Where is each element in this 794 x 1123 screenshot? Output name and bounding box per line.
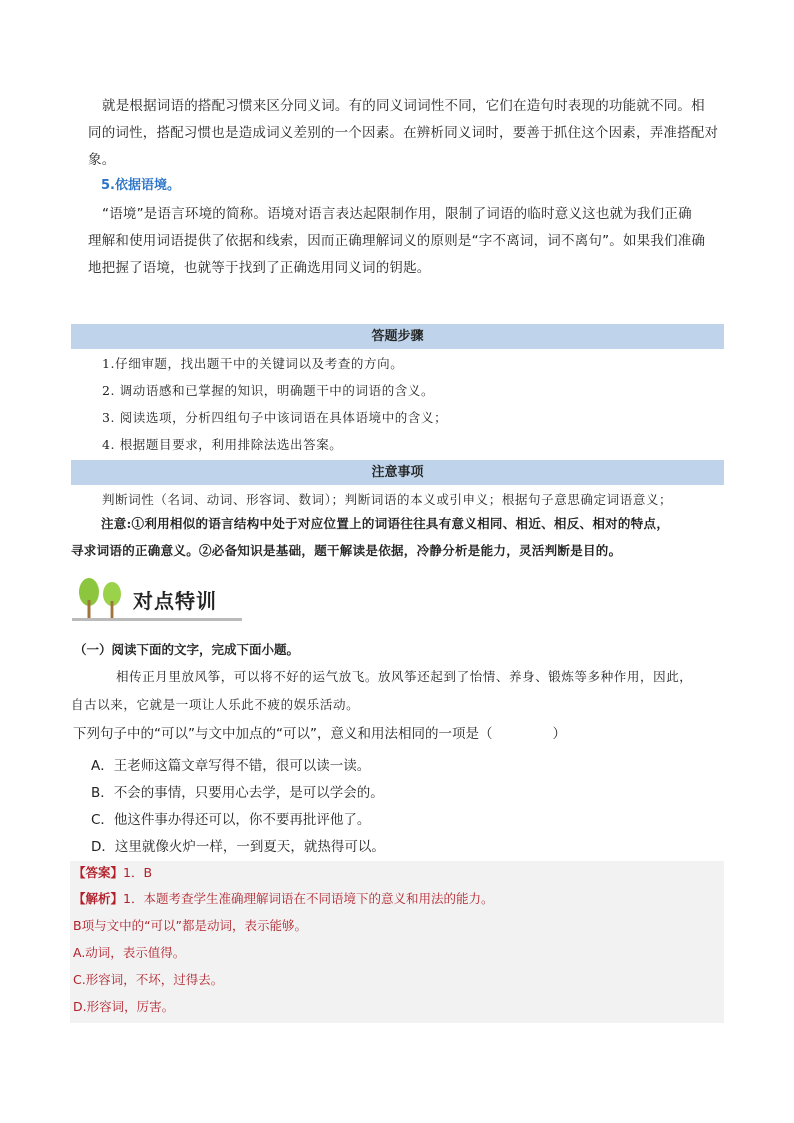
intro-line-1: 就是根据词语的搭配习惯来区分同义词。有的同义词词性不同，它们在造句时表现的功能就不同。相 xyxy=(102,98,705,114)
analysis-line-1 xyxy=(73,889,493,907)
section-5-line-1: “语境”是语言环境的简称。语境对语言表达起限制作用，限制了词语的临时意义这也就为我们正确 xyxy=(102,206,692,222)
question-stem: 下列句子中的“可以”与文中加点的“可以”，意义和用法相同的一项是（ xyxy=(73,726,493,742)
notes-title-band: 注意事项 xyxy=(71,460,724,485)
banner-title: 对点特训 xyxy=(133,589,217,613)
intro-line-2: 同的词性，搭配习惯也是造成词义差别的一个因素。在辨析同义词时，要善于抓住这个因素，弄准搭配对 xyxy=(88,125,719,141)
analysis-text-1: 1．本题考查学生准确理解词语在不同语境下的意义和用法的能力。 xyxy=(123,891,494,906)
analysis-line-5: D.形容词，厉害。 xyxy=(73,999,175,1014)
section-5-heading: 5.依据语境。 xyxy=(101,178,180,193)
analysis-tag: 【解析】 xyxy=(73,891,124,906)
steps-title-band: 答题步骤 xyxy=(71,324,724,349)
option-c: C．他这件事办得还可以，你不要再批评他了。 xyxy=(91,812,371,828)
passage-line-1: 相传正月里放风筝，可以将不好的运气放飞。放风筝还起到了怡情、养身、锻炼等多种作用，因此， xyxy=(116,669,693,684)
question-close: ） xyxy=(552,726,566,742)
answer-line xyxy=(73,863,152,881)
step-item-3: 3. 阅读选项，分析四组句子中该词语在具体语境中的含义； xyxy=(102,410,448,425)
option-b: B．不会的事情，只要用心去学，是可以学会的。 xyxy=(91,785,384,801)
notes-bold-line-1: 注意:①利用相似的语言结构中处于对应位置上的词语往往具有意义相同、相近、相反、相对的特点， xyxy=(101,516,670,531)
banner-underline xyxy=(72,618,242,621)
notes-line-1: 判断词性（名词、动词、形容词、数词）；判断词语的本义或引申义；根据句子意思确定词语意义； xyxy=(102,492,673,507)
step-item-1: 1.仔细审题，找出题干中的关键词以及考查的方向。 xyxy=(102,356,404,371)
question-text xyxy=(73,722,566,742)
section-5-line-3: 地把握了语境，也就等于找到了正确选用同义词的钥匙。 xyxy=(88,260,431,276)
step-item-4: 4. 根据题目要求，利用排除法选出答案。 xyxy=(102,437,343,452)
analysis-line-3: A.动词，表示值得。 xyxy=(73,945,186,960)
exercise-heading: （一）阅读下面的文字，完成下面小题。 xyxy=(74,642,300,657)
step-item-2: 2. 调动语感和已掌握的知识，明确题干中的词语的含义。 xyxy=(102,383,435,398)
option-d: D．这里就像火炉一样，一到夏天，就热得可以。 xyxy=(91,839,385,855)
passage-line-2: 自古以来，它就是一项让人乐此不疲的娱乐活动。 xyxy=(71,697,360,712)
analysis-line-2: B项与文中的“可以”都是动词，表示能够。 xyxy=(73,918,308,933)
intro-line-3: 象。 xyxy=(88,152,116,168)
option-a: A．王老师这篇文章写得不错，很可以读一读。 xyxy=(91,758,371,774)
intro-paragraph xyxy=(88,93,728,174)
analysis-line-4: C.形容词，不坏，过得去。 xyxy=(73,972,224,987)
section-5-line-2: 理解和使用词语提供了依据和线索，因而正确理解词义的原则是“字不离词，词不离句”。如果我们准确 xyxy=(88,233,706,249)
answer-value: 1．B xyxy=(123,865,153,880)
answer-tag: 【答案】 xyxy=(73,865,124,880)
section-5-paragraph xyxy=(88,201,728,282)
exercise-passage xyxy=(71,663,727,719)
notes-bold-paragraph xyxy=(71,510,726,564)
notes-bold-line-2: 寻求词语的正确意义。②必备知识是基础，题干解读是依据，冷静分析是能力，灵活判断是目的。 xyxy=(71,543,622,558)
